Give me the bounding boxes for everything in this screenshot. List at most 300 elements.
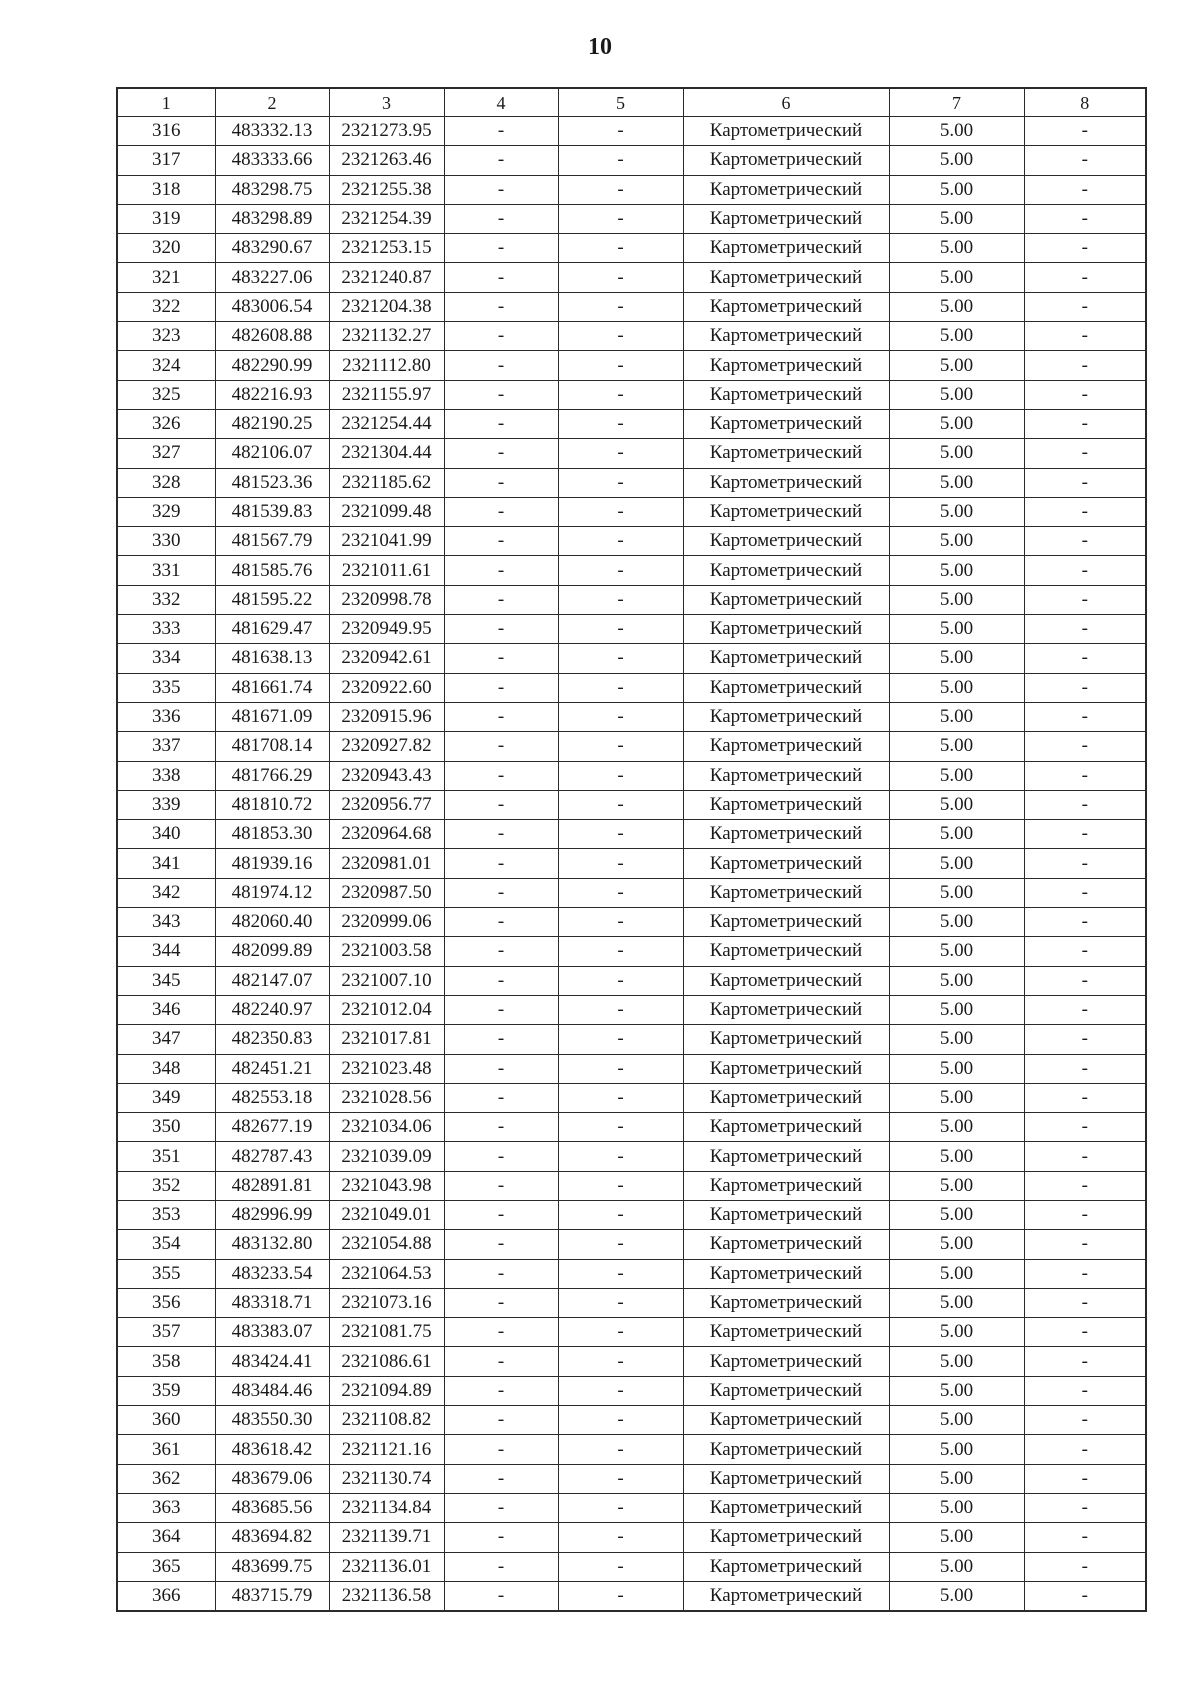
point-number-cell: 339 xyxy=(117,790,215,819)
point-number-cell: 332 xyxy=(117,585,215,614)
y-coordinate-cell: 2321255.38 xyxy=(329,175,444,204)
column-5-cell: - xyxy=(558,439,683,468)
accuracy-cell: 5.00 xyxy=(889,1318,1024,1347)
method-cell: Картометрический xyxy=(683,263,889,292)
y-coordinate-cell: 2321273.95 xyxy=(329,117,444,146)
x-coordinate-cell: 482190.25 xyxy=(215,409,329,438)
method-cell: Картометрический xyxy=(683,615,889,644)
x-coordinate-cell: 483006.54 xyxy=(215,292,329,321)
column-5-cell: - xyxy=(558,263,683,292)
column-4-cell: - xyxy=(444,615,558,644)
accuracy-cell: 5.00 xyxy=(889,527,1024,556)
table-row xyxy=(117,1113,1146,1142)
accuracy-cell: 5.00 xyxy=(889,117,1024,146)
column-header: 6 xyxy=(683,88,889,117)
table-row xyxy=(117,878,1146,907)
column-8-cell: - xyxy=(1024,644,1146,673)
method-cell: Картометрический xyxy=(683,351,889,380)
y-coordinate-cell: 2320949.95 xyxy=(329,615,444,644)
y-coordinate-cell: 2321039.09 xyxy=(329,1142,444,1171)
point-number-cell: 360 xyxy=(117,1406,215,1435)
column-4-cell: - xyxy=(444,1318,558,1347)
y-coordinate-cell: 2320915.96 xyxy=(329,702,444,731)
accuracy-cell: 5.00 xyxy=(889,322,1024,351)
accuracy-cell: 5.00 xyxy=(889,995,1024,1024)
column-4-cell: - xyxy=(444,322,558,351)
column-5-cell: - xyxy=(558,1435,683,1464)
accuracy-cell: 5.00 xyxy=(889,673,1024,702)
column-4-cell: - xyxy=(444,263,558,292)
x-coordinate-cell: 481567.79 xyxy=(215,527,329,556)
accuracy-cell: 5.00 xyxy=(889,937,1024,966)
point-number-cell: 355 xyxy=(117,1259,215,1288)
column-4-cell: - xyxy=(444,732,558,761)
method-cell: Картометрический xyxy=(683,585,889,614)
method-cell: Картометрический xyxy=(683,1083,889,1112)
point-number-cell: 330 xyxy=(117,527,215,556)
method-cell: Картометрический xyxy=(683,117,889,146)
table-row xyxy=(117,908,1146,937)
table-row xyxy=(117,117,1146,146)
y-coordinate-cell: 2321094.89 xyxy=(329,1376,444,1405)
point-number-cell: 358 xyxy=(117,1347,215,1376)
method-cell: Картометрический xyxy=(683,439,889,468)
method-cell: Картометрический xyxy=(683,146,889,175)
column-4-cell: - xyxy=(444,966,558,995)
column-5-cell: - xyxy=(558,1581,683,1611)
method-cell: Картометрический xyxy=(683,673,889,702)
method-cell: Картометрический xyxy=(683,322,889,351)
accuracy-cell: 5.00 xyxy=(889,497,1024,526)
column-4-cell: - xyxy=(444,351,558,380)
accuracy-cell: 5.00 xyxy=(889,1230,1024,1259)
x-coordinate-cell: 483550.30 xyxy=(215,1406,329,1435)
x-coordinate-cell: 483694.82 xyxy=(215,1523,329,1552)
table-row xyxy=(117,1288,1146,1317)
table-row xyxy=(117,615,1146,644)
column-header: 3 xyxy=(329,88,444,117)
x-coordinate-cell: 483318.71 xyxy=(215,1288,329,1317)
accuracy-cell: 5.00 xyxy=(889,1259,1024,1288)
column-8-cell: - xyxy=(1024,673,1146,702)
y-coordinate-cell: 2321041.99 xyxy=(329,527,444,556)
x-coordinate-cell: 483679.06 xyxy=(215,1464,329,1493)
y-coordinate-cell: 2321304.44 xyxy=(329,439,444,468)
table-row xyxy=(117,1025,1146,1054)
y-coordinate-cell: 2320964.68 xyxy=(329,820,444,849)
table-row xyxy=(117,1493,1146,1522)
y-coordinate-cell: 2320927.82 xyxy=(329,732,444,761)
column-4-cell: - xyxy=(444,1406,558,1435)
table-row xyxy=(117,234,1146,263)
x-coordinate-cell: 481853.30 xyxy=(215,820,329,849)
point-number-cell: 366 xyxy=(117,1581,215,1611)
column-8-cell: - xyxy=(1024,322,1146,351)
column-5-cell: - xyxy=(558,380,683,409)
column-4-cell: - xyxy=(444,644,558,673)
method-cell: Картометрический xyxy=(683,409,889,438)
point-number-cell: 316 xyxy=(117,117,215,146)
column-5-cell: - xyxy=(558,497,683,526)
table-row xyxy=(117,702,1146,731)
column-5-cell: - xyxy=(558,1230,683,1259)
y-coordinate-cell: 2321064.53 xyxy=(329,1259,444,1288)
column-5-cell: - xyxy=(558,1288,683,1317)
point-number-cell: 340 xyxy=(117,820,215,849)
column-header: 2 xyxy=(215,88,329,117)
y-coordinate-cell: 2321049.01 xyxy=(329,1200,444,1229)
x-coordinate-cell: 483424.41 xyxy=(215,1347,329,1376)
point-number-cell: 331 xyxy=(117,556,215,585)
x-coordinate-cell: 481766.29 xyxy=(215,761,329,790)
table-row xyxy=(117,1259,1146,1288)
table-row xyxy=(117,497,1146,526)
point-number-cell: 337 xyxy=(117,732,215,761)
column-8-cell: - xyxy=(1024,1288,1146,1317)
point-number-cell: 353 xyxy=(117,1200,215,1229)
accuracy-cell: 5.00 xyxy=(889,1464,1024,1493)
column-5-cell: - xyxy=(558,849,683,878)
x-coordinate-cell: 482216.93 xyxy=(215,380,329,409)
point-number-cell: 363 xyxy=(117,1493,215,1522)
column-8-cell: - xyxy=(1024,1259,1146,1288)
x-coordinate-cell: 481671.09 xyxy=(215,702,329,731)
method-cell: Картометрический xyxy=(683,1025,889,1054)
column-4-cell: - xyxy=(444,585,558,614)
accuracy-cell: 5.00 xyxy=(889,1406,1024,1435)
table-row xyxy=(117,966,1146,995)
column-5-cell: - xyxy=(558,234,683,263)
method-cell: Картометрический xyxy=(683,1552,889,1581)
column-5-cell: - xyxy=(558,878,683,907)
y-coordinate-cell: 2321263.46 xyxy=(329,146,444,175)
table-row xyxy=(117,1523,1146,1552)
x-coordinate-cell: 482787.43 xyxy=(215,1142,329,1171)
accuracy-cell: 5.00 xyxy=(889,409,1024,438)
y-coordinate-cell: 2321155.97 xyxy=(329,380,444,409)
column-8-cell: - xyxy=(1024,234,1146,263)
column-4-cell: - xyxy=(444,878,558,907)
column-5-cell: - xyxy=(558,146,683,175)
x-coordinate-cell: 482350.83 xyxy=(215,1025,329,1054)
column-5-cell: - xyxy=(558,615,683,644)
x-coordinate-cell: 483618.42 xyxy=(215,1435,329,1464)
column-5-cell: - xyxy=(558,732,683,761)
column-8-cell: - xyxy=(1024,1025,1146,1054)
point-number-cell: 346 xyxy=(117,995,215,1024)
column-4-cell: - xyxy=(444,117,558,146)
column-8-cell: - xyxy=(1024,702,1146,731)
column-5-cell: - xyxy=(558,1376,683,1405)
x-coordinate-cell: 483227.06 xyxy=(215,263,329,292)
y-coordinate-cell: 2320987.50 xyxy=(329,878,444,907)
column-4-cell: - xyxy=(444,292,558,321)
column-5-cell: - xyxy=(558,1318,683,1347)
column-8-cell: - xyxy=(1024,585,1146,614)
point-number-cell: 318 xyxy=(117,175,215,204)
point-number-cell: 354 xyxy=(117,1230,215,1259)
point-number-cell: 357 xyxy=(117,1318,215,1347)
x-coordinate-cell: 482290.99 xyxy=(215,351,329,380)
column-8-cell: - xyxy=(1024,204,1146,233)
accuracy-cell: 5.00 xyxy=(889,1493,1024,1522)
y-coordinate-cell: 2321023.48 xyxy=(329,1054,444,1083)
column-8-cell: - xyxy=(1024,263,1146,292)
method-cell: Картометрический xyxy=(683,292,889,321)
method-cell: Картометрический xyxy=(683,175,889,204)
column-8-cell: - xyxy=(1024,1347,1146,1376)
column-8-cell: - xyxy=(1024,409,1146,438)
column-4-cell: - xyxy=(444,175,558,204)
x-coordinate-cell: 481939.16 xyxy=(215,849,329,878)
column-4-cell: - xyxy=(444,1552,558,1581)
column-5-cell: - xyxy=(558,908,683,937)
method-cell: Картометрический xyxy=(683,1435,889,1464)
point-number-cell: 327 xyxy=(117,439,215,468)
y-coordinate-cell: 2320922.60 xyxy=(329,673,444,702)
table-row xyxy=(117,1581,1146,1611)
table-row xyxy=(117,468,1146,497)
method-cell: Картометрический xyxy=(683,1171,889,1200)
method-cell: Картометрический xyxy=(683,1581,889,1611)
method-cell: Картометрический xyxy=(683,908,889,937)
accuracy-cell: 5.00 xyxy=(889,1200,1024,1229)
column-5-cell: - xyxy=(558,322,683,351)
column-8-cell: - xyxy=(1024,1523,1146,1552)
table-row xyxy=(117,1318,1146,1347)
method-cell: Картометрический xyxy=(683,556,889,585)
column-5-cell: - xyxy=(558,1464,683,1493)
table-row xyxy=(117,1376,1146,1405)
column-4-cell: - xyxy=(444,234,558,263)
accuracy-cell: 5.00 xyxy=(889,146,1024,175)
y-coordinate-cell: 2321108.82 xyxy=(329,1406,444,1435)
x-coordinate-cell: 483484.46 xyxy=(215,1376,329,1405)
table-row xyxy=(117,790,1146,819)
point-number-cell: 322 xyxy=(117,292,215,321)
y-coordinate-cell: 2321204.38 xyxy=(329,292,444,321)
table-body xyxy=(117,117,1146,1612)
point-number-cell: 325 xyxy=(117,380,215,409)
method-cell: Картометрический xyxy=(683,761,889,790)
coordinates-table xyxy=(116,87,1147,1612)
column-5-cell: - xyxy=(558,1025,683,1054)
column-8-cell: - xyxy=(1024,468,1146,497)
accuracy-cell: 5.00 xyxy=(889,849,1024,878)
table-row xyxy=(117,146,1146,175)
y-coordinate-cell: 2321073.16 xyxy=(329,1288,444,1317)
point-number-cell: 324 xyxy=(117,351,215,380)
x-coordinate-cell: 481585.76 xyxy=(215,556,329,585)
column-4-cell: - xyxy=(444,380,558,409)
table-row xyxy=(117,849,1146,878)
column-4-cell: - xyxy=(444,409,558,438)
point-number-cell: 320 xyxy=(117,234,215,263)
column-5-cell: - xyxy=(558,351,683,380)
method-cell: Картометрический xyxy=(683,1054,889,1083)
accuracy-cell: 5.00 xyxy=(889,1025,1024,1054)
column-8-cell: - xyxy=(1024,497,1146,526)
x-coordinate-cell: 483298.89 xyxy=(215,204,329,233)
method-cell: Картометрический xyxy=(683,1523,889,1552)
x-coordinate-cell: 483699.75 xyxy=(215,1552,329,1581)
column-5-cell: - xyxy=(558,1054,683,1083)
method-cell: Картометрический xyxy=(683,1142,889,1171)
y-coordinate-cell: 2320956.77 xyxy=(329,790,444,819)
accuracy-cell: 5.00 xyxy=(889,234,1024,263)
column-5-cell: - xyxy=(558,556,683,585)
accuracy-cell: 5.00 xyxy=(889,1347,1024,1376)
point-number-cell: 344 xyxy=(117,937,215,966)
method-cell: Картометрический xyxy=(683,820,889,849)
point-number-cell: 365 xyxy=(117,1552,215,1581)
y-coordinate-cell: 2321003.58 xyxy=(329,937,444,966)
accuracy-cell: 5.00 xyxy=(889,966,1024,995)
table-row xyxy=(117,409,1146,438)
column-5-cell: - xyxy=(558,1113,683,1142)
method-cell: Картометрический xyxy=(683,1259,889,1288)
column-8-cell: - xyxy=(1024,1200,1146,1229)
y-coordinate-cell: 2321139.71 xyxy=(329,1523,444,1552)
x-coordinate-cell: 481523.36 xyxy=(215,468,329,497)
column-8-cell: - xyxy=(1024,439,1146,468)
method-cell: Картометрический xyxy=(683,1318,889,1347)
column-4-cell: - xyxy=(444,702,558,731)
column-4-cell: - xyxy=(444,1054,558,1083)
column-8-cell: - xyxy=(1024,1581,1146,1611)
y-coordinate-cell: 2321132.27 xyxy=(329,322,444,351)
method-cell: Картометрический xyxy=(683,1113,889,1142)
column-8-cell: - xyxy=(1024,527,1146,556)
method-cell: Картометрический xyxy=(683,849,889,878)
column-8-cell: - xyxy=(1024,1230,1146,1259)
y-coordinate-cell: 2321017.81 xyxy=(329,1025,444,1054)
column-8-cell: - xyxy=(1024,937,1146,966)
accuracy-cell: 5.00 xyxy=(889,1171,1024,1200)
column-header: 5 xyxy=(558,88,683,117)
table-header-row xyxy=(117,88,1146,117)
column-4-cell: - xyxy=(444,1493,558,1522)
column-8-cell: - xyxy=(1024,351,1146,380)
y-coordinate-cell: 2321136.58 xyxy=(329,1581,444,1611)
point-number-cell: 362 xyxy=(117,1464,215,1493)
point-number-cell: 351 xyxy=(117,1142,215,1171)
method-cell: Картометрический xyxy=(683,1288,889,1317)
column-8-cell: - xyxy=(1024,556,1146,585)
point-number-cell: 334 xyxy=(117,644,215,673)
table-row xyxy=(117,1200,1146,1229)
accuracy-cell: 5.00 xyxy=(889,351,1024,380)
column-5-cell: - xyxy=(558,204,683,233)
column-4-cell: - xyxy=(444,995,558,1024)
table-row xyxy=(117,644,1146,673)
column-header: 4 xyxy=(444,88,558,117)
y-coordinate-cell: 2321081.75 xyxy=(329,1318,444,1347)
column-4-cell: - xyxy=(444,1581,558,1611)
column-8-cell: - xyxy=(1024,908,1146,937)
column-5-cell: - xyxy=(558,702,683,731)
column-4-cell: - xyxy=(444,1113,558,1142)
x-coordinate-cell: 481810.72 xyxy=(215,790,329,819)
column-header: 7 xyxy=(889,88,1024,117)
column-8-cell: - xyxy=(1024,790,1146,819)
column-4-cell: - xyxy=(444,1025,558,1054)
column-4-cell: - xyxy=(444,556,558,585)
accuracy-cell: 5.00 xyxy=(889,702,1024,731)
table-row xyxy=(117,1054,1146,1083)
column-8-cell: - xyxy=(1024,1083,1146,1112)
column-8-cell: - xyxy=(1024,1142,1146,1171)
method-cell: Картометрический xyxy=(683,1493,889,1522)
column-8-cell: - xyxy=(1024,732,1146,761)
column-8-cell: - xyxy=(1024,117,1146,146)
column-8-cell: - xyxy=(1024,1552,1146,1581)
column-5-cell: - xyxy=(558,468,683,497)
accuracy-cell: 5.00 xyxy=(889,263,1024,292)
method-cell: Картометрический xyxy=(683,878,889,907)
y-coordinate-cell: 2321054.88 xyxy=(329,1230,444,1259)
column-5-cell: - xyxy=(558,966,683,995)
method-cell: Картометрический xyxy=(683,380,889,409)
x-coordinate-cell: 483233.54 xyxy=(215,1259,329,1288)
table-row xyxy=(117,439,1146,468)
accuracy-cell: 5.00 xyxy=(889,175,1024,204)
table-row xyxy=(117,1464,1146,1493)
column-8-cell: - xyxy=(1024,615,1146,644)
point-number-cell: 342 xyxy=(117,878,215,907)
column-8-cell: - xyxy=(1024,1171,1146,1200)
column-5-cell: - xyxy=(558,1552,683,1581)
accuracy-cell: 5.00 xyxy=(889,878,1024,907)
accuracy-cell: 5.00 xyxy=(889,292,1024,321)
column-5-cell: - xyxy=(558,117,683,146)
method-cell: Картометрический xyxy=(683,1200,889,1229)
y-coordinate-cell: 2321253.15 xyxy=(329,234,444,263)
column-5-cell: - xyxy=(558,1171,683,1200)
column-5-cell: - xyxy=(558,585,683,614)
accuracy-cell: 5.00 xyxy=(889,1581,1024,1611)
point-number-cell: 343 xyxy=(117,908,215,937)
x-coordinate-cell: 481629.47 xyxy=(215,615,329,644)
table-row xyxy=(117,761,1146,790)
x-coordinate-cell: 481539.83 xyxy=(215,497,329,526)
point-number-cell: 359 xyxy=(117,1376,215,1405)
y-coordinate-cell: 2321121.16 xyxy=(329,1435,444,1464)
x-coordinate-cell: 481638.13 xyxy=(215,644,329,673)
table-row xyxy=(117,1347,1146,1376)
column-5-cell: - xyxy=(558,1347,683,1376)
table-row xyxy=(117,673,1146,702)
accuracy-cell: 5.00 xyxy=(889,1523,1024,1552)
y-coordinate-cell: 2320981.01 xyxy=(329,849,444,878)
column-8-cell: - xyxy=(1024,1464,1146,1493)
y-coordinate-cell: 2321099.48 xyxy=(329,497,444,526)
accuracy-cell: 5.00 xyxy=(889,468,1024,497)
x-coordinate-cell: 482451.21 xyxy=(215,1054,329,1083)
accuracy-cell: 5.00 xyxy=(889,644,1024,673)
point-number-cell: 348 xyxy=(117,1054,215,1083)
y-coordinate-cell: 2321254.39 xyxy=(329,204,444,233)
accuracy-cell: 5.00 xyxy=(889,761,1024,790)
accuracy-cell: 5.00 xyxy=(889,556,1024,585)
y-coordinate-cell: 2321112.80 xyxy=(329,351,444,380)
column-4-cell: - xyxy=(444,439,558,468)
accuracy-cell: 5.00 xyxy=(889,1054,1024,1083)
accuracy-cell: 5.00 xyxy=(889,1113,1024,1142)
method-cell: Картометрический xyxy=(683,527,889,556)
x-coordinate-cell: 482608.88 xyxy=(215,322,329,351)
column-5-cell: - xyxy=(558,673,683,702)
